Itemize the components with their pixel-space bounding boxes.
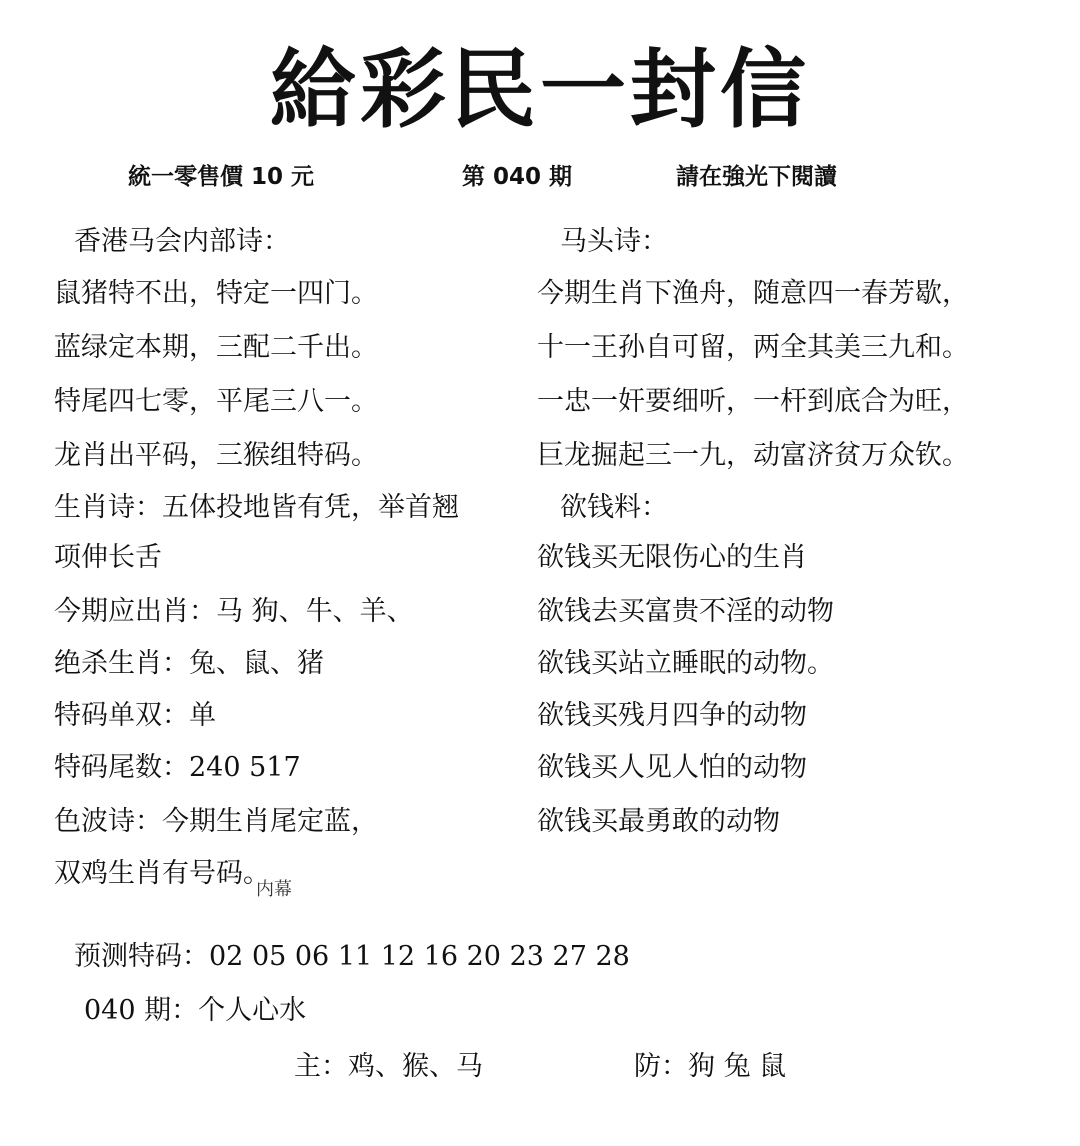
guard-zodiac: 防：狗 兔 鼠 xyxy=(634,1051,787,1082)
color-poem-line-1: 色波诗：今期生肖尾定蓝， xyxy=(54,806,378,837)
special-tail-numbers: 特码尾数：240 517 xyxy=(54,752,301,783)
zodiac-poem-line-1: 生肖诗：五体投地皆有凭，举首翘 xyxy=(54,492,459,523)
reading-instruction: 請在強光下閱讀 xyxy=(676,164,837,190)
left-poem-line: 鼠猪特不出，特定一四门。 xyxy=(54,278,378,309)
riddle-line: 欲钱买人见人怕的动物 xyxy=(537,752,807,783)
riddle-heading: 欲钱料： xyxy=(560,492,668,523)
left-poem-line: 龙肖出平码，三猴组特码。 xyxy=(54,440,378,471)
color-poem-line-2: 双鸡生肖有号码。 xyxy=(54,858,270,889)
predicted-numbers: 预测特码：02 05 06 11 12 16 20 23 27 28 xyxy=(74,941,630,972)
left-heading: 香港马会内部诗： xyxy=(74,226,290,257)
should-appear-zodiac: 今期应出肖：马 狗、牛、羊、 xyxy=(54,596,414,627)
special-odd-even: 特码单双：单 xyxy=(54,700,216,731)
riddle-line: 欲钱买无限伤心的生肖 xyxy=(537,542,807,573)
price-info: 統一零售價 10 元 xyxy=(128,164,315,190)
page-title: 給彩民一封信 xyxy=(270,40,810,140)
right-poem-line: 十一王孙自可留，两全其美三九和。 xyxy=(537,332,969,363)
riddle-line: 欲钱买最勇敢的动物 xyxy=(537,806,780,837)
zodiac-poem-line-2: 项伸长舌 xyxy=(54,542,162,573)
right-poem-line: 巨龙掘起三一九，动富济贫万众钦。 xyxy=(537,440,969,471)
right-heading: 马头诗： xyxy=(560,226,668,257)
riddle-line: 欲钱买残月四争的动物 xyxy=(537,700,807,731)
issue-number: 第 040 期 xyxy=(462,164,573,190)
left-poem-line: 特尾四七零，平尾三八一。 xyxy=(54,386,378,417)
main-zodiac: 主：鸡、猴、马 xyxy=(294,1051,483,1082)
right-poem-line: 今期生肖下渔舟，随意四一春芳歇， xyxy=(537,278,969,309)
riddle-line: 欲钱去买富贵不淫的动物 xyxy=(537,596,834,627)
issue-tip: 040 期：个人心水 xyxy=(84,995,307,1026)
inside-note: 内幕 xyxy=(256,879,292,900)
riddle-line: 欲钱买站立睡眠的动物。 xyxy=(537,648,834,679)
right-poem-line: 一忠一奸要细听，一杆到底合为旺， xyxy=(537,386,969,417)
eliminated-zodiac: 绝杀生肖：兔、鼠、猪 xyxy=(54,648,324,679)
left-poem-line: 蓝绿定本期，三配二千出。 xyxy=(54,332,378,363)
